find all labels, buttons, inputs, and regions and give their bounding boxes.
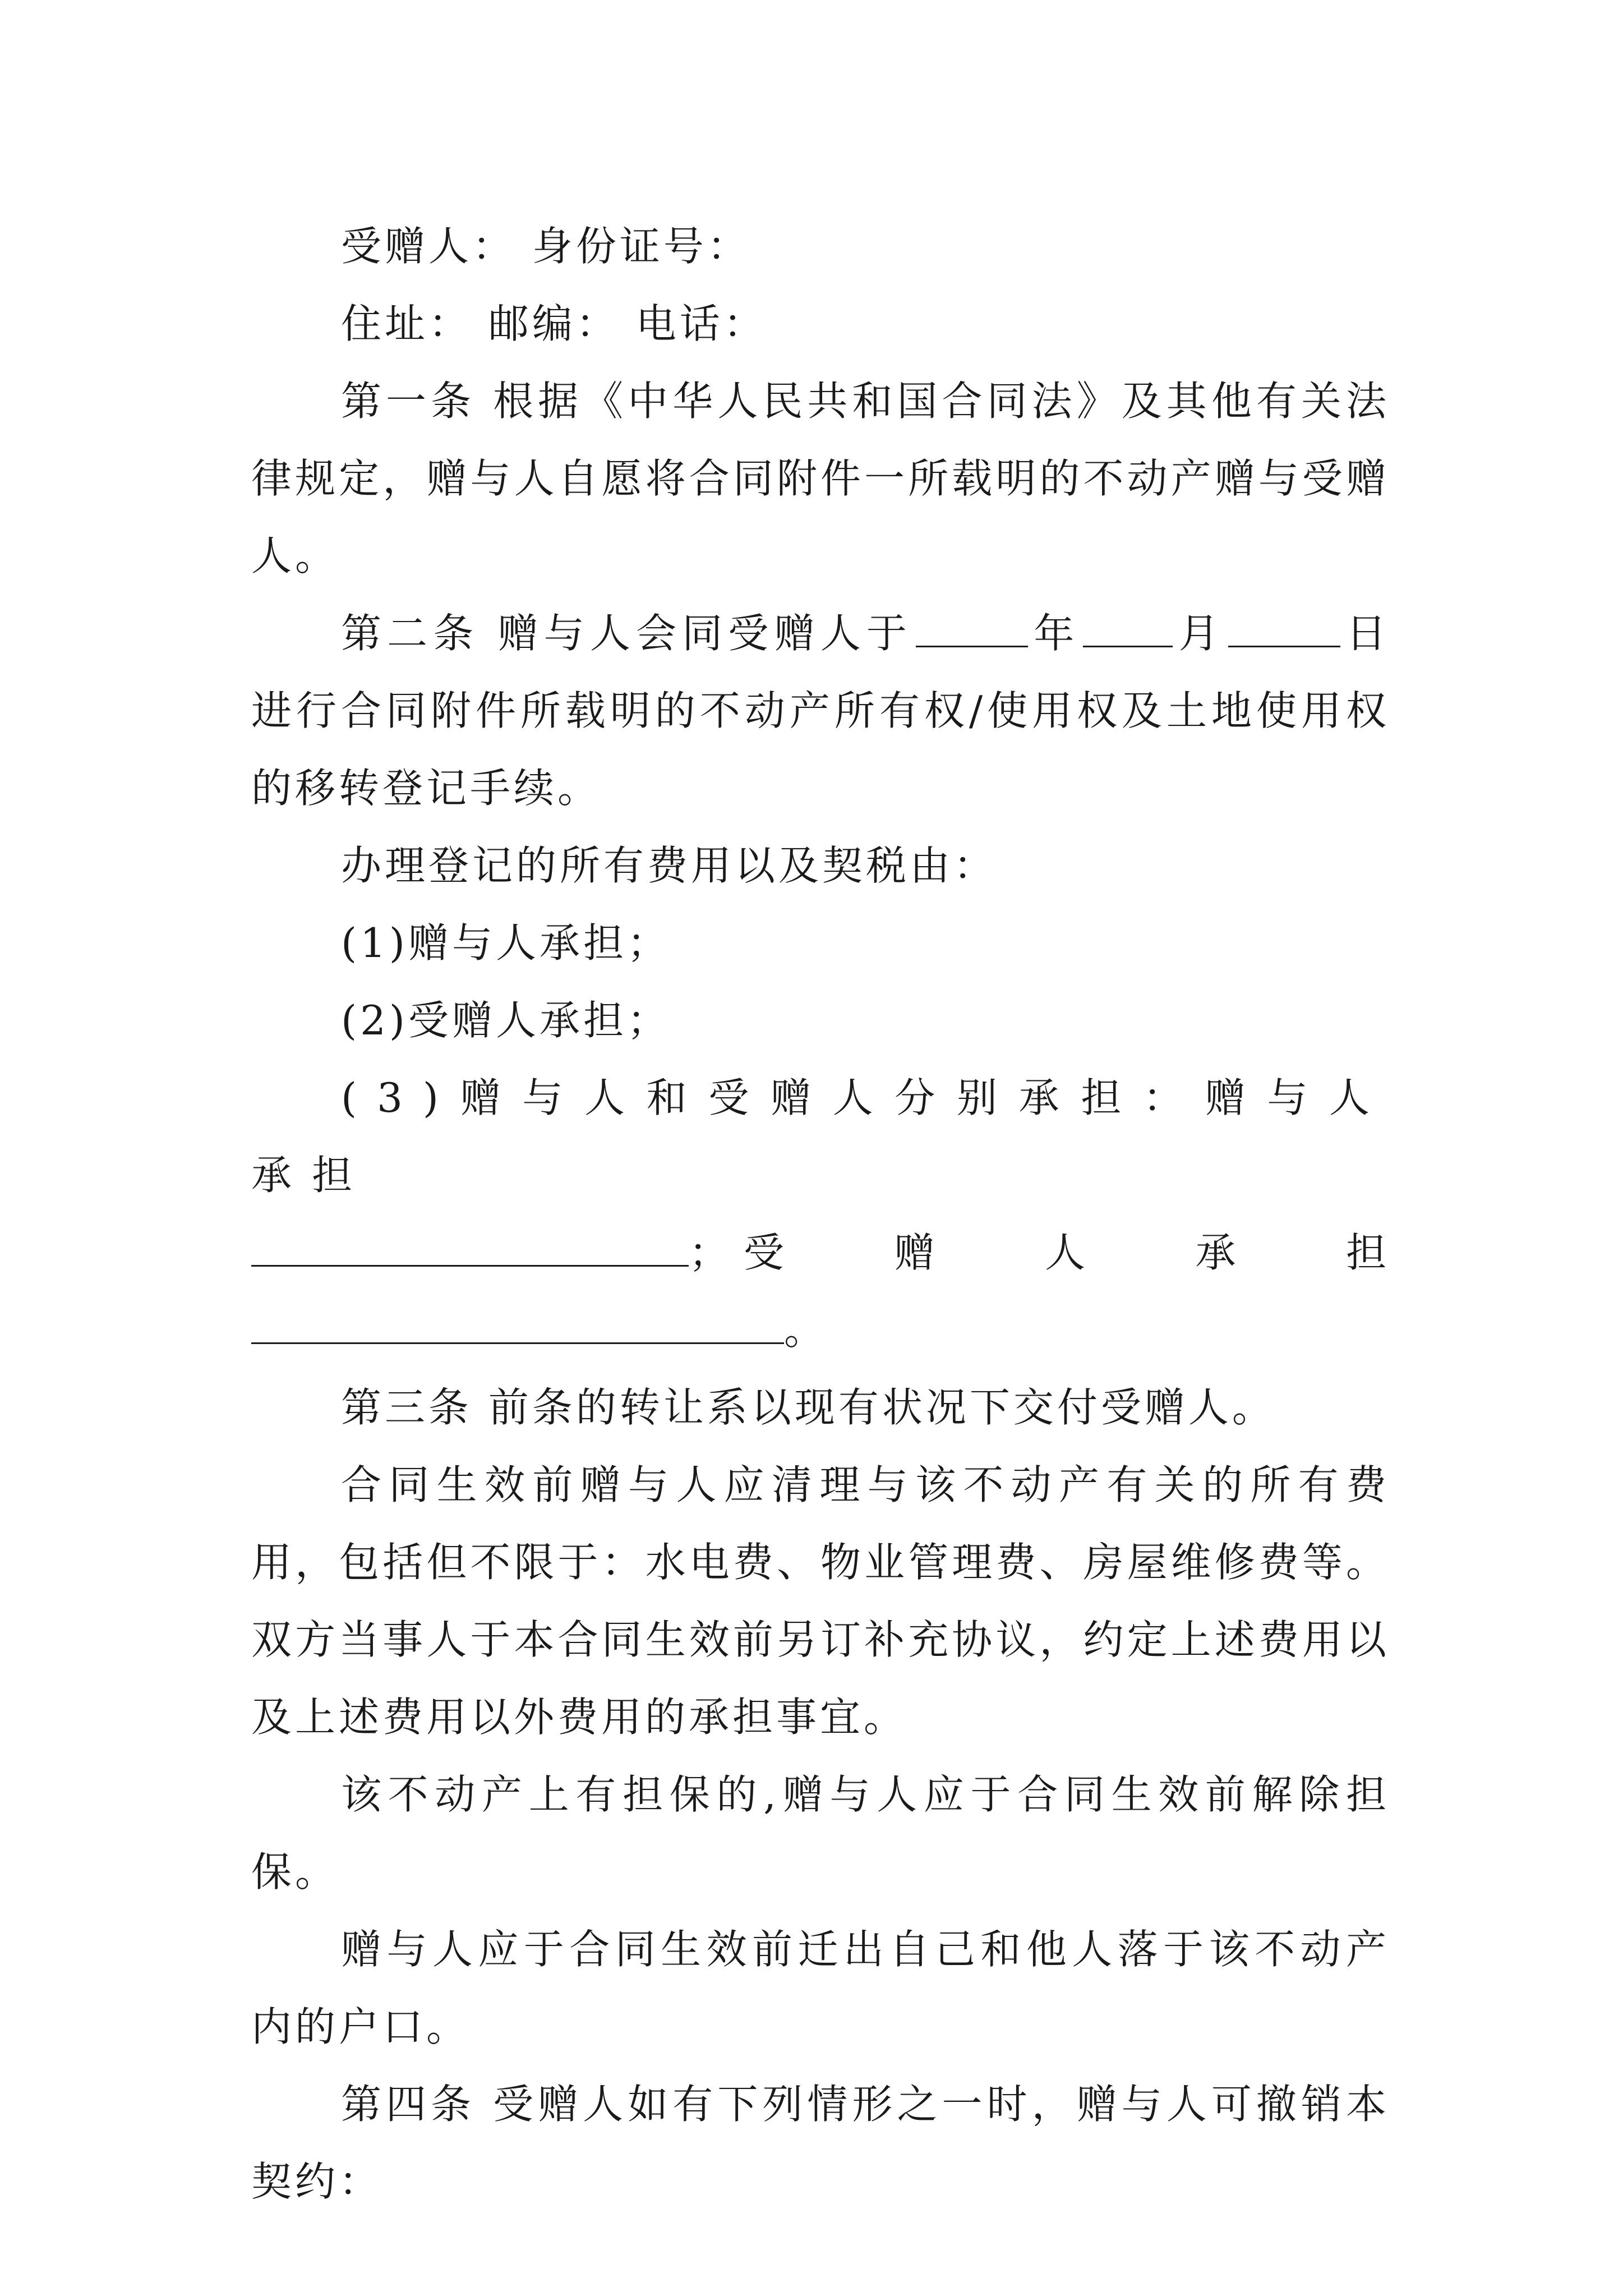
recipient-share-blank (251, 1308, 784, 1344)
fees-option-3-head: (3)赠与人和受赠人分别承担：赠与人承担 (251, 1074, 1390, 1199)
article-1: 第一条 根据《中华人民共和国合同法》及其他有关法律规定，赠与人自愿将合同附件一所载明的不动产赠与受赠人。 (251, 378, 1390, 579)
year-label: 年 (1031, 610, 1080, 657)
fees-char-2: 赠 (894, 1229, 938, 1276)
article-2-prefix: 第二条 赠与人会同受赠人于 (341, 610, 913, 657)
month-blank (1083, 611, 1173, 647)
recipient-share-end: 。 (784, 1306, 828, 1354)
article-3-fees: 合同生效前赠与人应清理与该不动产有关的所有费用，包括但不限于：水电费、物业管理费、房屋维修费等。双方当事人于本合同生效前另订补充协议，约定上述费用以及上述费用以外费用的承担事宜。 (251, 1461, 1390, 1741)
fees-option-3-separator: ； (689, 1229, 733, 1276)
fees-intro: 办理登记的所有费用以及契税由： (341, 842, 998, 889)
fees-option-3-line (251, 1214, 1390, 1291)
month-label: 月 (1176, 610, 1225, 657)
article-4: 第四条 受赠人如有下列情形之一时，赠与人可撤销本契约： (251, 2081, 1390, 2205)
day-blank (1228, 611, 1340, 647)
contract-body (251, 208, 1390, 2220)
year-blank (916, 611, 1028, 647)
fees-option-2: (2)受赠人承担； (341, 997, 671, 1044)
recipient-share-line (251, 1291, 1390, 1369)
fees-char-3: 人 (1044, 1229, 1089, 1276)
fees-char-1: 受 (744, 1229, 788, 1276)
fees-option-3-spread (732, 1214, 1390, 1291)
article-2 (251, 595, 1390, 827)
article-3-guarantee: 该不动产上有担保的,赠与人应于合同生效前解除担保。 (251, 1771, 1390, 1895)
address-line: 住址： 邮编： 电话： (341, 300, 767, 347)
fees-char-4: 承 (1195, 1229, 1239, 1276)
article-3: 第三条 前条的转让系以现有状况下交付受赠人。 (341, 1384, 1276, 1431)
fees-char-5: 担 (1345, 1229, 1390, 1276)
donor-share-blank (251, 1230, 689, 1267)
recipient-id-line: 受赠人： 身份证号： (341, 223, 751, 270)
article-2-suffix: 日进行合同附件所载明的不动产所有权/使用权及土地使用权的移转登记手续。 (251, 610, 1390, 812)
article-3-household: 赠与人应于合同生效前迁出自己和他人落于该不动产内的户口。 (251, 1926, 1390, 2050)
fees-option-1: (1)赠与人承担； (341, 919, 671, 967)
